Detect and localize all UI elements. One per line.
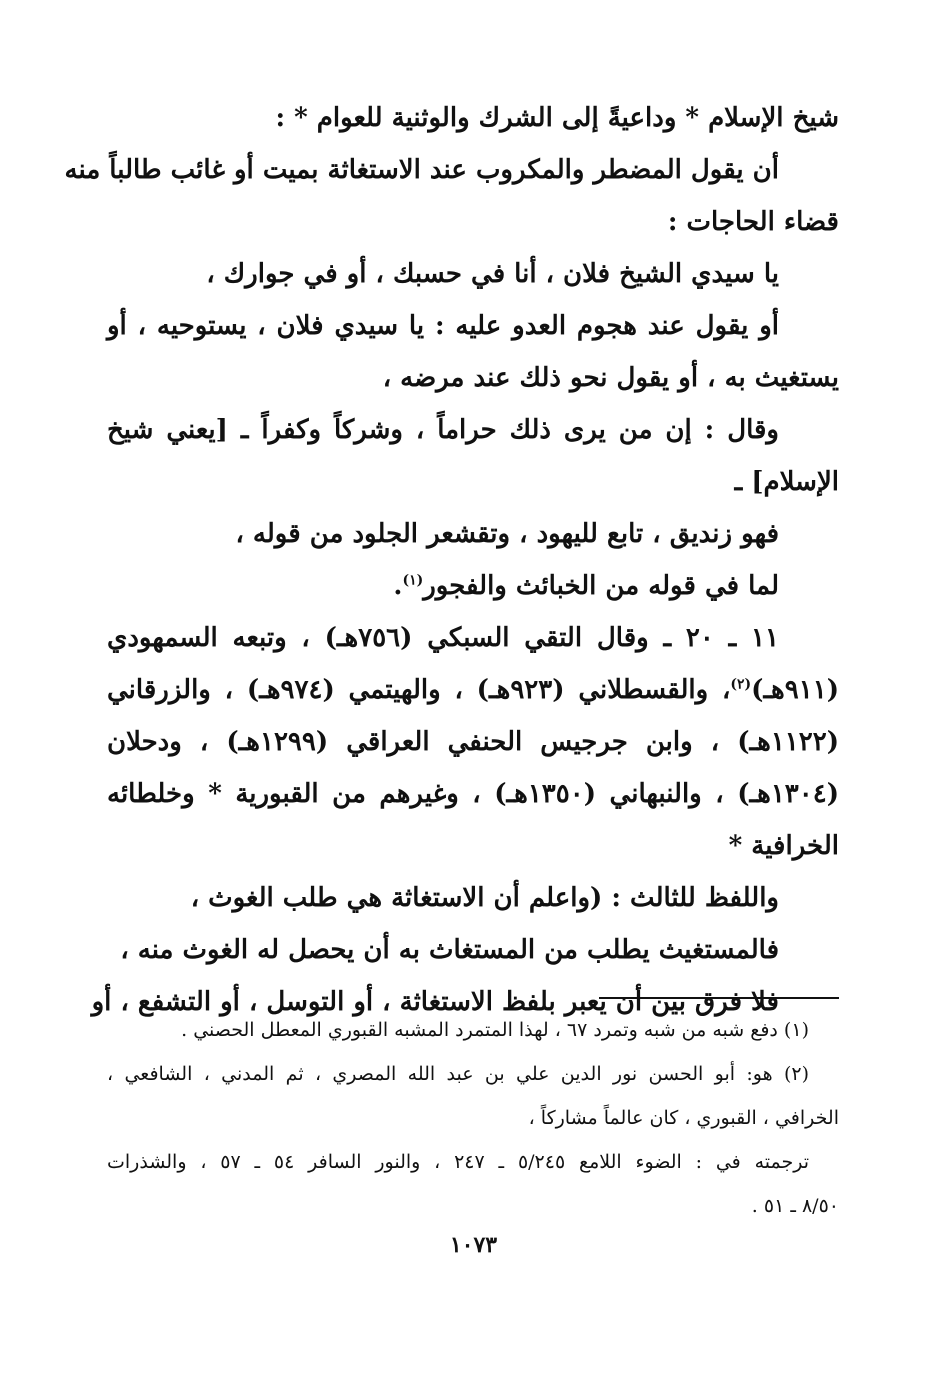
text-fragment: (٩١١هـ)	[751, 675, 839, 705]
text-line: أن يقول المضطر والمكروب عند الاستغاثة بميت أو غائب طالباً منه	[64, 155, 779, 185]
text-line: فالمستغيث يطلب من المستغاث به أن يحصل له الغوث منه ،	[120, 935, 779, 965]
footnote-line: الخرافي ، القبوري ، كان عالماً مشاركاً ،	[528, 1107, 839, 1129]
text-line: وقال : إن من يرى ذلك حراماً ، وشركاً وكفراً ـ [يعني شيخ	[107, 415, 779, 445]
text-line: فلا فرق بين أن يعبر بلفظ الاستغاثة ، أو التوسل ، أو التشفع ، أو	[91, 987, 779, 1017]
text-line: الخرافية *	[728, 831, 839, 861]
footnote-ref-1[interactable]: (١)	[402, 572, 424, 589]
footnotes-block	[107, 1008, 839, 1228]
text-line: الإسلام] ـ	[734, 467, 839, 497]
footnote-divider	[599, 997, 839, 999]
text-line: شيخ الإسلام * وداعيةً إلى الشرك والوثنية للعوام * :	[275, 103, 839, 133]
footnote-line: ترجمته في : الضوء اللامع ٥/٢٤٥ ـ ٢٤٧ ، والنور السافر ٥٤ ـ ٥٧ ، والشذرات	[107, 1151, 809, 1173]
text-fragment: لما في قوله من الخبائث والفجور	[423, 571, 779, 601]
text-line: قضاء الحاجات :	[667, 207, 839, 237]
text-line: يستغيث به ، أو يقول نحو ذلك عند مرضه ،	[382, 363, 839, 393]
footnote-line: ٨/٥٠ ـ ٥١ .	[751, 1195, 839, 1217]
footnote-line: (١) دفع شبه من شبه وتمرد ٦٧ ، لهذا المتمرد المشبه القبوري المعطل الحصني .	[181, 1019, 809, 1041]
text-line: واللفظ للثالث : (واعلم أن الاستغاثة هي طلب الغوث ،	[190, 883, 779, 913]
text-line: يا سيدي الشيخ فلان ، أنا في حسبك ، أو في جوارك ،	[206, 259, 779, 289]
text-line	[107, 664, 839, 716]
page-number: ١٠٧٣	[449, 1232, 498, 1258]
text-fragment: .	[393, 571, 403, 601]
text-line: (١٣٠٤هـ) ، والنبهاني (١٣٥٠هـ) ، وغيرهم من القبورية * وخلطائه	[107, 779, 839, 809]
text-line: فهو زنديق ، تابع لليهود ، وتقشعر الجلود من قوله ،	[235, 519, 779, 549]
text-line: أو يقول عند هجوم العدو عليه : يا سيدي فلان ، يستوحيه ، أو	[107, 311, 779, 341]
text-fragment: ، والقسطلاني (٩٢٣هـ) ، والهيتمي (٩٧٤هـ) ، والزرقاني	[107, 675, 731, 705]
main-text-block	[64, 92, 839, 1028]
text-line	[107, 560, 839, 612]
text-line: (١١٢٢هـ) ، وابن جرجيس الحنفي العراقي (١٢٩٩هـ) ، ودحلان	[107, 727, 839, 757]
footnote-line: (٢) هو: أبو الحسن نور الدين علي بن عبد الله المصري ، ثم المدني ، الشافعي ،	[107, 1063, 809, 1085]
footnote-ref-2[interactable]: (٢)	[730, 676, 752, 693]
text-line: ١١ ـ ٢٠ ـ وقال التقي السبكي (٧٥٦هـ) ، وتبعه السمهودي	[107, 623, 779, 653]
